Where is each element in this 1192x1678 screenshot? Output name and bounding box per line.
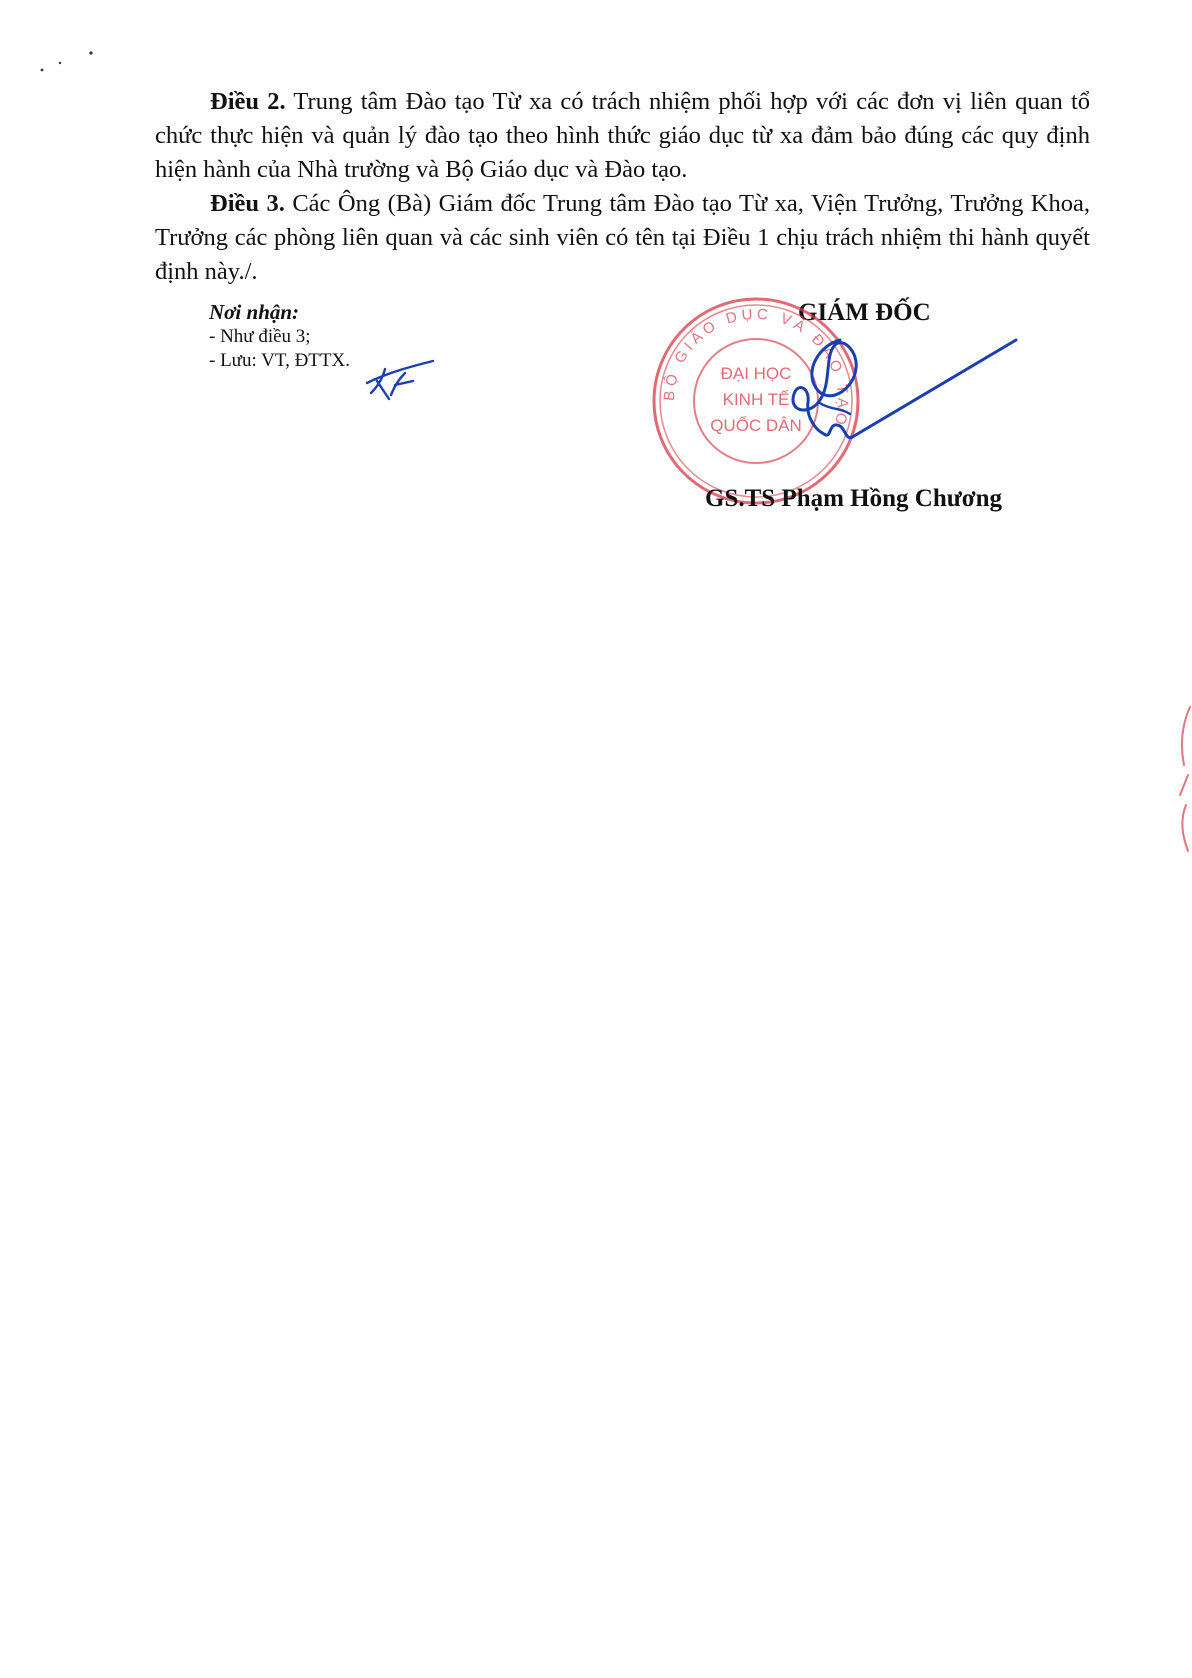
seal-ring-text: BỘ GIÁO DỤC VÀ ĐÀO TẠO — [660, 305, 852, 431]
recipient-item: - Như điều 3; — [209, 326, 311, 347]
article-2-text: Trung tâm Đào tạo Từ xa có trách nhiệm phối hợp với các đơn vị liên quan tổ chức thực hiện và quản lý đào tạo theo hình thức giáo dục từ xa đảm bảo đúng các quy định hiện hành của Nhà trường và Bộ Giáo dục và Đào tạo. — [155, 88, 1090, 183]
edge-seal-fragment — [1176, 705, 1192, 855]
handwritten-signature — [780, 330, 1020, 480]
seal-line: ĐẠI HỌC — [720, 364, 792, 383]
article-2 — [155, 85, 1090, 187]
article-3-label: Điều 3. — [210, 190, 285, 217]
seal-line: QUỐC DÂN — [710, 416, 802, 435]
article-3 — [155, 187, 1090, 289]
signer-name: GS.TS Phạm Hồng Chương — [705, 485, 1002, 512]
recipient-item: - Lưu: VT, ĐTTX. — [209, 350, 350, 371]
seal-line: KINH TẾ — [722, 390, 790, 409]
initials-mark — [365, 355, 435, 405]
signature-position: GIÁM ĐỐC — [798, 299, 931, 326]
scan-specks — [38, 50, 108, 74]
recipients-title: Nơi nhận: — [209, 300, 300, 324]
article-3-text: Các Ông (Bà) Giám đốc Trung tâm Đào tạo Từ xa, Viện Trưởng, Trưởng Khoa, Trưởng các phòng liên quan và các sinh viên có tên tại Điều 1 chịu trách nhiệm thi hành quyết định này./. — [155, 190, 1090, 285]
recipients-block — [209, 299, 350, 373]
article-2-label: Điều 2. — [210, 88, 286, 115]
